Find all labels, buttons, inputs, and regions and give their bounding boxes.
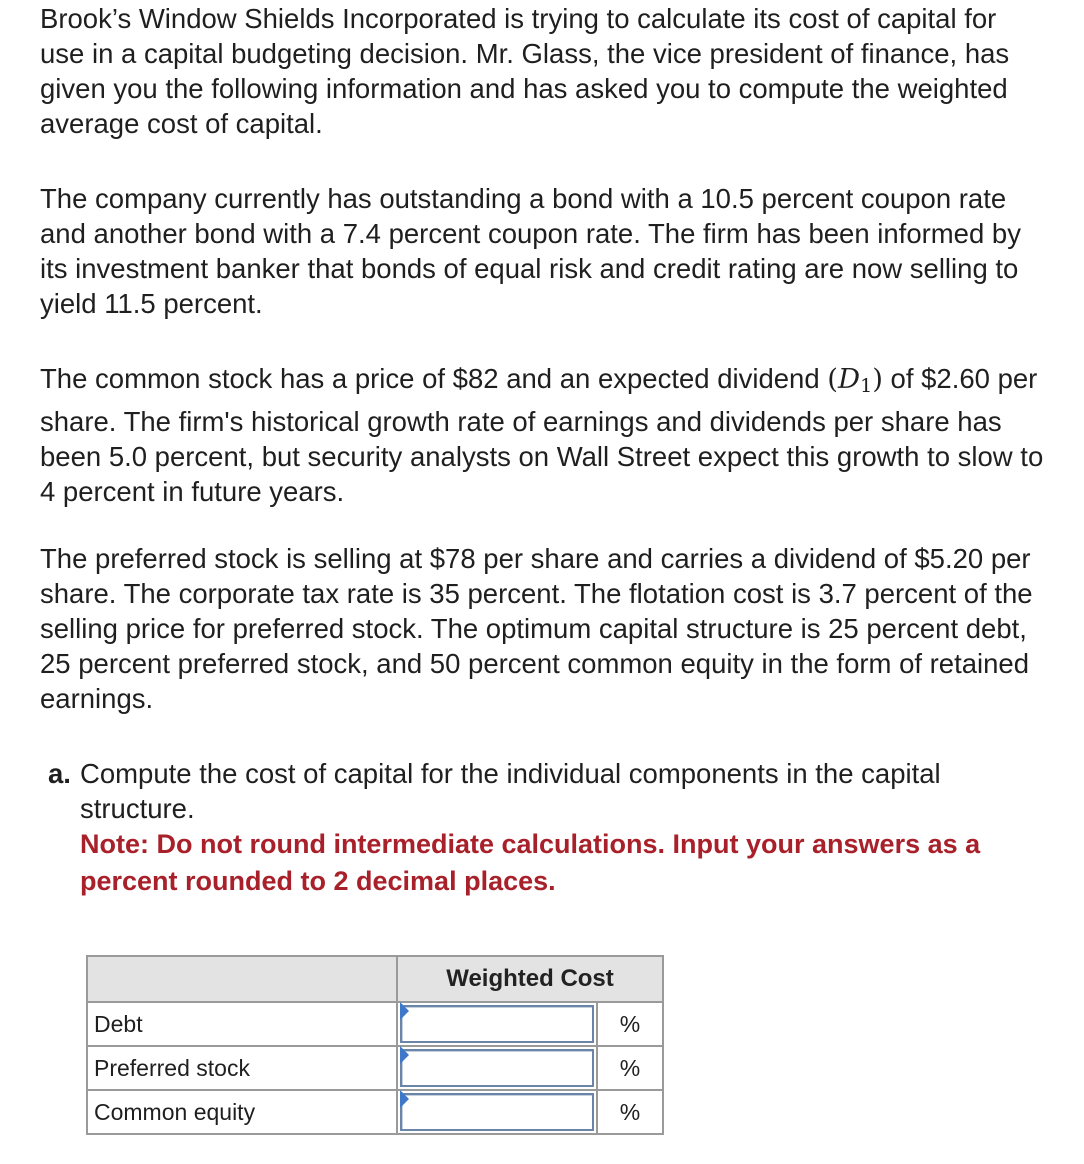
common-equity-cost-input-box	[400, 1093, 594, 1131]
dividend-symbol: (D1)	[827, 363, 883, 397]
answer-table	[86, 955, 664, 1135]
preferred-stock-percent-unit: %	[597, 1046, 663, 1090]
problem-paragraph-preferred-stock: The preferred stock is selling at $78 per share and carries a dividend of $5.20 per share. The corporate tax rate is 35 percent. The flotation cost is 3.7 percent of the selling price for preferred stock. The optimum capital structure is 25 percent debt, 25 percent preferred stock, and 50 percent common equity in the form of retained earnings.	[40, 543, 1033, 714]
debt-cost-cell	[397, 1002, 597, 1046]
answer-table-header	[87, 956, 663, 1002]
flag-icon	[400, 1090, 409, 1108]
dividend-variable: D	[838, 363, 861, 395]
common-stock-text-after: of $2.60 per share. The firm's historical growth rate of earnings and dividends per share has been 5.0 percent, but security analysts on Wall Street expect this growth to slow to 4 percent in future years.	[40, 363, 1044, 507]
question-note: Note: Do not round intermediate calculations. Input your answers as a percent rounded to 2 decimal places.	[80, 829, 981, 896]
common-equity-cost-input[interactable]	[402, 1095, 592, 1129]
question-letter: a.	[48, 758, 71, 789]
preferred-stock-cost-cell	[397, 1046, 597, 1090]
header-weighted-cost: Weighted Cost	[397, 956, 663, 1002]
table-row	[87, 1046, 663, 1090]
row-label-common-equity: Common equity	[87, 1090, 397, 1134]
common-equity-percent-unit: %	[597, 1090, 663, 1134]
preferred-stock-cost-input-box	[400, 1049, 594, 1087]
problem-paragraph-intro: Brook’s Window Shields Incorporated is trying to calculate its cost of capital for use in a capital budgeting decision. Mr. Glass, the vice president of finance, has given you the following information and has asked you to compute the weighted average cost of capital.	[40, 3, 1010, 139]
common-equity-cost-cell	[397, 1090, 597, 1134]
dividend-subscript: 1	[860, 375, 873, 397]
debt-percent-unit: %	[597, 1002, 663, 1046]
row-label-preferred-stock: Preferred stock	[87, 1046, 397, 1090]
question-body	[80, 756, 1040, 900]
problem-paragraph-bonds: The company currently has outstanding a bond with a 10.5 percent coupon rate and another bond with a 7.4 percent coupon rate. The firm has been informed by its investment banker that bonds of equal risk and credit rating are now selling to yield 11.5 percent.	[40, 183, 1021, 319]
table-row	[87, 1090, 663, 1134]
row-label-debt: Debt	[87, 1002, 397, 1046]
table-row	[87, 1002, 663, 1046]
debt-cost-input[interactable]	[402, 1007, 592, 1041]
header-blank-cell	[87, 956, 397, 1002]
problem-paragraph-common-stock	[40, 361, 1050, 509]
flag-icon	[400, 1002, 409, 1020]
question-text: Compute the cost of capital for the individual components in the capital structure.	[80, 758, 941, 824]
preferred-stock-cost-input[interactable]	[402, 1051, 592, 1085]
debt-cost-input-box	[400, 1005, 594, 1043]
flag-icon	[400, 1046, 409, 1064]
common-stock-text-before: The common stock has a price of $82 and an expected dividend	[40, 363, 828, 394]
